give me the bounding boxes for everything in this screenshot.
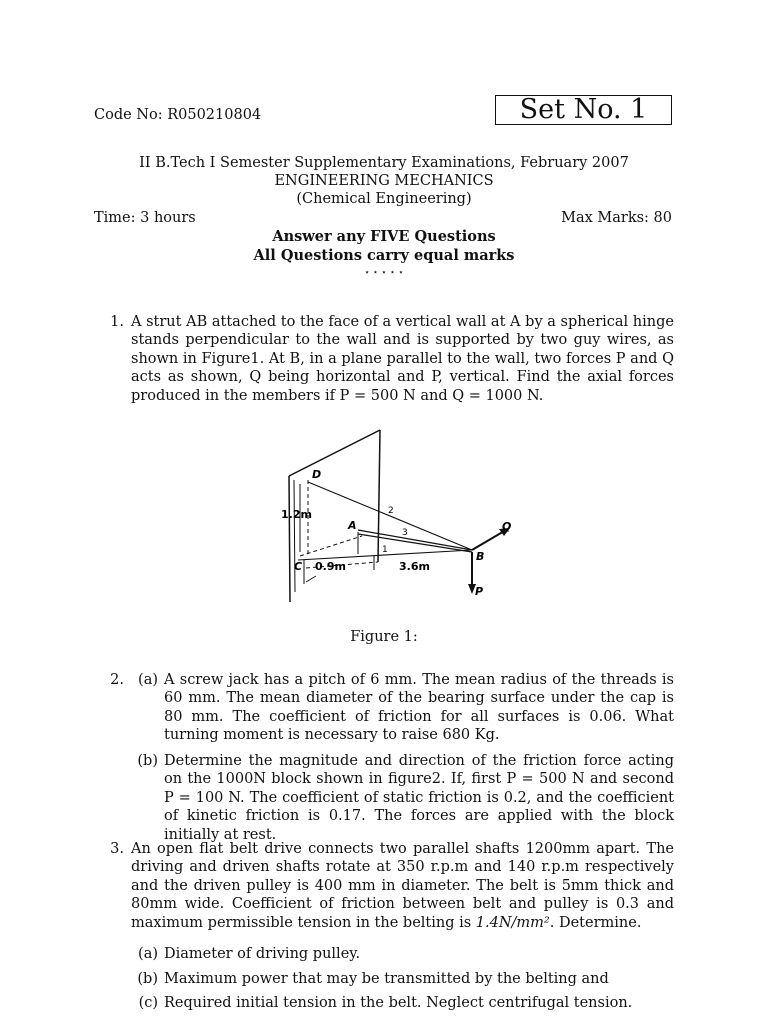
subject-title: ENGINEERING MECHANICS: [274, 173, 494, 189]
instruction-marks: All Questions carry equal marks: [253, 247, 515, 264]
q2a-label: (a): [138, 672, 158, 688]
max-marks-label: Max Marks: 80: [561, 210, 672, 226]
label-wire-2: 2: [388, 506, 394, 516]
label-d: D: [312, 468, 322, 481]
instruction-answer: Answer any FIVE Questions: [272, 228, 496, 245]
dim-vertical-label: 1.2m: [281, 508, 312, 521]
dim-right-label: 3.6m: [399, 560, 430, 573]
q3a-label: (a): [138, 946, 158, 962]
label-strut-3: 3: [402, 528, 408, 538]
label-a: A: [348, 519, 357, 532]
stars-divider: ⋆ ⋆ ⋆ ⋆ ⋆: [364, 268, 404, 278]
wall-left-edge: [289, 476, 290, 602]
q3-number: 3.: [110, 841, 124, 857]
q2b-text: Determine the magnitude and direction of the friction force acting on the 1000N block shown in figure2. If, first P = 500 N and second P = 100 N. The coefficient of static friction is 0.2, and the coefficient of kinetic friction is 0.17. The forces are applied with the block initially at rest.: [164, 753, 674, 843]
q3b-label: (b): [137, 971, 158, 987]
branch-title: (Chemical Engineering): [296, 191, 472, 207]
wall-right-edge: [378, 430, 380, 562]
base-dashed-line-1: [300, 536, 362, 556]
q2b-label: (b): [137, 753, 158, 769]
q3-text-main: An open flat belt drive connects two parallel shafts 1200mm apart. The driving and driven shafts rotate at 350 r.p.m and 140 r.p.m respectively and the driven pulley is 400 mm in diameter. The belt is 5mm thick and 80mm wide. Coefficient of friction between belt and pulley is 0.3 and maximum permissible tension in the belting is: [131, 841, 674, 931]
force-q-arrow: [472, 530, 506, 550]
label-p: P: [475, 585, 484, 598]
q3c-text: Required initial tension in the belt. Neglect centrifugal tension.: [164, 995, 633, 1011]
guy-wire-2: [308, 482, 472, 550]
q3b-text: Maximum power that may be transmitted by the belting and: [164, 971, 609, 987]
label-b: B: [476, 550, 485, 563]
strut-ab-upper: [358, 530, 472, 550]
dim-arrow-left: [306, 576, 316, 582]
q1-number: 1.: [110, 314, 124, 330]
q3-text-unit: 1.4N/mm²: [475, 914, 550, 931]
label-q: Q: [502, 520, 512, 533]
set-number-box: Set No. 1: [495, 95, 672, 125]
q2-number: 2.: [110, 672, 124, 688]
q3c-label: (c): [138, 995, 158, 1011]
q3a-text: Diameter of driving pulley.: [164, 946, 361, 962]
figure-1-diagram: [270, 422, 520, 607]
wall-top-edge: [289, 430, 380, 476]
label-wire-1: 1: [382, 545, 388, 555]
figure-1-caption: Figure 1:: [350, 629, 418, 645]
time-label: Time: 3 hours: [94, 210, 196, 226]
q1-text: A strut AB attached to the face of a vertical wall at A by a spherical hinge stands perpendicular to the wall and is supported by two guy wires, as shown in Figure1. At B, in a plane parallel to the wall, two forces P and Q acts as shown, Q being horizontal and P, vertical. Find the axial forces produced in the members if P = 500 N and Q = 1000 N.: [131, 314, 674, 404]
exam-title: II B.Tech I Semester Supplementary Examinations, February 2007: [139, 155, 629, 171]
dim-left-label: 0.9m: [315, 560, 346, 573]
q3-text: [131, 840, 674, 932]
q3-text-end: . Determine.: [549, 914, 642, 931]
code-number: Code No: R050210804: [94, 107, 262, 123]
q2a-text: A screw jack has a pitch of 6 mm. The mean radius of the threads is 60 mm. The mean diameter of the bearing surface under the cap is 80 mm. The coefficient of friction for all surfaces is 0.06. What turning moment is necessary to raise 680 Kg.: [164, 672, 674, 744]
wall-thickness-line: [294, 480, 295, 592]
label-c: C: [294, 560, 303, 573]
